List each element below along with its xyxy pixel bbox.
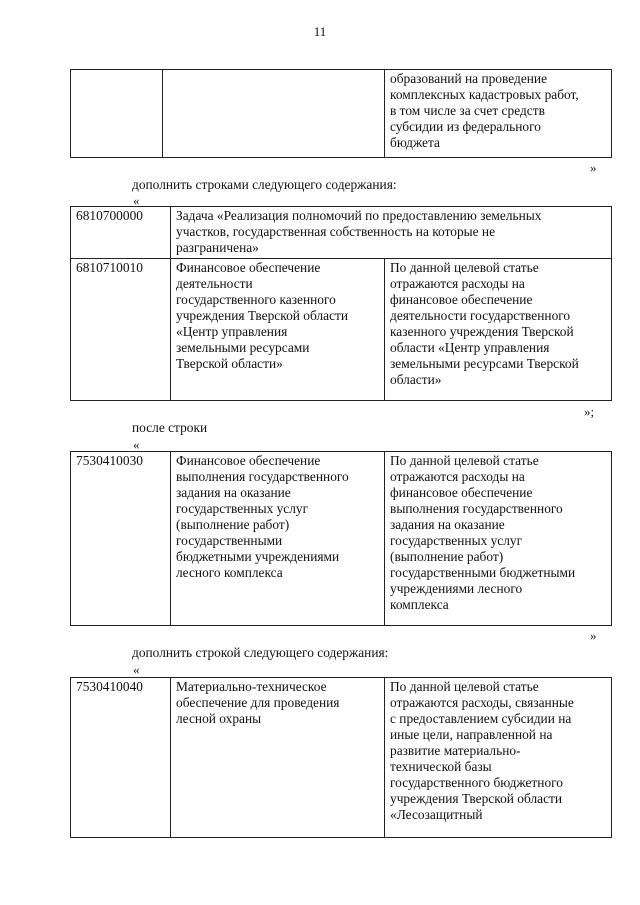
code-cell: 7530410030 bbox=[71, 452, 171, 626]
code-cell bbox=[71, 70, 163, 158]
name-cell: Финансовое обеспечение деятельности государственного казенного учреждения Тверской области «Центр управления земельными ресурсами Тверской области» bbox=[171, 259, 385, 401]
closing-quote: » bbox=[590, 160, 597, 175]
table-row-task bbox=[71, 207, 612, 259]
instruction-text: дополнить строками следующего содержания: bbox=[132, 177, 397, 192]
page-number: 11 bbox=[313, 24, 327, 39]
description-cell: По данной целевой статье отражаются расходы на финансовое обеспечение выполнения государственного задания на оказание государственных услуг (выполнение работ) государственными бюджетными учреждениями лесного комплекса bbox=[385, 452, 612, 626]
closing-quote: »; bbox=[584, 404, 595, 419]
task-cell: Задача «Реализация полномочий по предоставлению земельных участков, государственная собственность на которые не разграничена» bbox=[171, 207, 612, 259]
description-cell: По данной целевой статье отражаются расходы, связанные с предоставлением субсидии на иные цели, направленной на развитие материально- технической базы государственного бюджетного учреждения Тверской области «Лесозащитный bbox=[385, 678, 612, 838]
code-cell: 7530410040 bbox=[71, 678, 171, 838]
name-cell bbox=[163, 70, 385, 158]
instruction-text: после строки bbox=[132, 420, 208, 435]
budget-table-existing bbox=[70, 451, 612, 626]
code-cell: 6810700000 bbox=[71, 207, 171, 259]
table-row bbox=[71, 259, 612, 401]
name-cell: Финансовое обеспечение выполнения государственного задания на оказание государственных услуг (выполнение работ) государственными бюджетными учреждениями лесного комплекса bbox=[171, 452, 385, 626]
code-cell: 6810710010 bbox=[71, 259, 171, 401]
instruction-text: дополнить строкой следующего содержания: bbox=[132, 645, 389, 660]
budget-table-continuation bbox=[70, 69, 612, 158]
closing-quote: » bbox=[590, 628, 597, 643]
opening-quote: « bbox=[133, 437, 140, 452]
budget-table-insert-2 bbox=[70, 677, 612, 838]
table-row bbox=[71, 452, 612, 626]
name-cell: Материально-техническое обеспечение для проведения лесной охраны bbox=[171, 678, 385, 838]
table-row bbox=[71, 70, 612, 158]
opening-quote: « bbox=[133, 662, 140, 677]
budget-table-insert-1 bbox=[70, 206, 612, 401]
description-cell: По данной целевой статье отражаются расходы на финансовое обеспечение деятельности государственного казенного учреждения Тверской области «Центр управления земельными ресурсами Тверской области» bbox=[385, 259, 612, 401]
table-row bbox=[71, 678, 612, 838]
opening-quote: « bbox=[133, 193, 140, 208]
description-cell: образований на проведение комплексных кадастровых работ, в том числе за счет средств субсидии из федерального бюджета bbox=[385, 70, 612, 158]
